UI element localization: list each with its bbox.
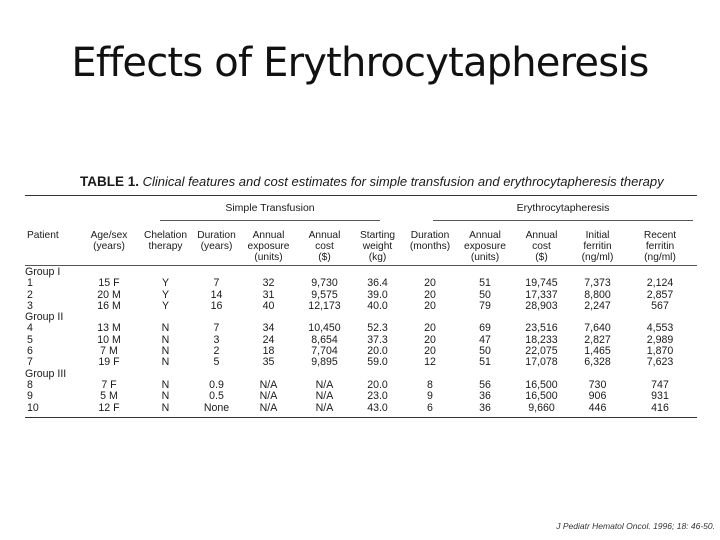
table-row (25, 278, 697, 289)
table-cell: Y (161, 299, 170, 312)
column-header-line: Starting (359, 230, 396, 241)
table-cell: 37.3 (367, 333, 388, 346)
table-cell: 7 (213, 277, 220, 290)
table-cell: 20.0 (367, 345, 388, 358)
column-header-line: ($) (535, 252, 548, 263)
group-header-simple-transfusion: Simple Transfusion (160, 196, 380, 221)
table-cell: 51 (479, 356, 491, 369)
table-cell: N/A (315, 378, 334, 391)
column-header-line: (months) (409, 241, 451, 252)
table-cell: 12 (424, 356, 436, 369)
table-cell: 34 (262, 322, 275, 335)
table-cell: 20 (424, 322, 436, 335)
table-cell: 7,640 (584, 322, 611, 335)
table-cell: 1,465 (584, 345, 611, 358)
table-cell: 36.4 (367, 277, 388, 290)
table-cell: 39.0 (367, 288, 388, 301)
column-header-line: Duration (410, 230, 450, 241)
table-cell: 18 (262, 345, 275, 358)
table-caption (25, 172, 697, 192)
table-cell: None (203, 401, 230, 414)
table-cell: 47 (479, 333, 491, 346)
table-cell: 730 (588, 378, 607, 391)
table-cell: 5 (27, 333, 33, 346)
column-header (625, 230, 695, 263)
table-cell: 747 (651, 378, 669, 391)
column-header-line: Initial (585, 230, 610, 241)
column-header-line: Patient (27, 230, 59, 241)
table-cell: 20 (424, 333, 436, 346)
table-cell: 7 M (100, 345, 118, 358)
column-header-line: Annual (525, 230, 558, 241)
group-header-erythrocytapheresis: Erythrocytapheresis (433, 196, 693, 221)
table-cell: 17,078 (525, 356, 558, 369)
column-header-line: cost (315, 241, 334, 252)
table-cell: 59.0 (367, 356, 388, 369)
table-cell: 2,247 (584, 299, 611, 312)
column-header-line: (units) (470, 252, 500, 263)
table-cell: 9,575 (311, 288, 338, 301)
table-cell: 1 (27, 277, 33, 290)
table-cell: 15 F (98, 277, 120, 290)
table-cell: N/A (315, 401, 334, 414)
column-header-line: (ng/ml) (581, 252, 614, 263)
column-header (138, 230, 193, 252)
column-header (240, 230, 297, 263)
table-cell: 23.0 (367, 390, 388, 403)
table-cell: 446 (588, 401, 607, 414)
column-header-line: Annual (469, 230, 501, 241)
column-header (352, 230, 403, 263)
table-cell: 20 (424, 345, 436, 358)
table-row (25, 301, 697, 312)
column-header-line: therapy (148, 241, 183, 252)
table-cell: 9,660 (528, 401, 555, 414)
table-cell: 8 (427, 378, 433, 391)
table-cell: 6 (427, 401, 433, 414)
table-cell: 20 (424, 288, 436, 301)
table-cell: 7 (27, 356, 33, 369)
column-header-line: (units) (254, 252, 283, 263)
slide-title: Effects of Erythrocytapheresis (71, 40, 649, 86)
table-cell: 10,450 (308, 322, 341, 335)
table-cell: N (161, 356, 170, 369)
table-cell: 10 M (97, 333, 121, 346)
table-cell: Y (161, 288, 170, 301)
table-cell: 40.0 (367, 299, 388, 312)
citation: J Pediatr Hematol Oncol. 1996; 18: 46-50. (556, 521, 715, 531)
column-header (513, 230, 570, 263)
table-cell: 23,516 (525, 322, 558, 335)
table-cell: 43.0 (367, 401, 388, 414)
table-cell: N (161, 345, 170, 358)
table-cell: 7,623 (646, 356, 674, 369)
table-cell: N/A (259, 401, 278, 414)
table-cell: 16,500 (525, 390, 558, 403)
table-cell: 7 F (101, 378, 117, 391)
table-header-row (25, 221, 697, 266)
table-cell: 2,857 (646, 288, 674, 301)
table-cell: 9 (427, 390, 433, 403)
column-header (457, 230, 513, 263)
table-cell: 24 (262, 333, 275, 346)
table-cell: 16 (210, 299, 223, 312)
table-cell: 4 (27, 322, 33, 335)
table-cell: 19 F (98, 356, 120, 369)
table-cell: 2 (27, 288, 33, 301)
table-cell: 79 (479, 299, 491, 312)
column-header-line: (years) (200, 241, 233, 252)
table-cell: 19,745 (525, 277, 558, 290)
column-header (80, 230, 138, 252)
table-cell: 20 (424, 277, 436, 290)
table-cell: 56 (479, 378, 491, 391)
table-cell: 6 (27, 345, 33, 358)
group-label: Group II (25, 311, 64, 324)
table-cell: 0.9 (209, 378, 224, 391)
column-header-line: Duration (197, 230, 236, 241)
table-cell: 36 (479, 390, 491, 403)
table-cell: 5 M (100, 390, 118, 403)
table-cell: N/A (259, 390, 278, 403)
table-cell: N (161, 390, 170, 403)
table-cell: 0.5 (209, 390, 224, 403)
table-cell: 7,704 (311, 345, 338, 358)
table-cell: 20 M (97, 288, 121, 301)
column-header-line: exposure (247, 241, 290, 252)
table-cell: 8,800 (584, 288, 611, 301)
table-cell: 567 (651, 299, 669, 312)
column-header-line: exposure (464, 241, 506, 252)
table-cell: 2,124 (646, 277, 674, 290)
table-cell: 9,895 (311, 356, 338, 369)
table-cell: 13 M (97, 322, 121, 335)
table-cell: 2,827 (584, 333, 611, 346)
table-row (25, 357, 697, 368)
column-header-line: Recent (643, 230, 677, 241)
table-cell: 12 F (98, 401, 120, 414)
table-cell: 7 (213, 322, 220, 335)
table-cell: 20 (424, 299, 436, 312)
table-cell: 16 M (97, 299, 121, 312)
table-cell: 3 (27, 299, 33, 312)
table-cell: 40 (262, 299, 275, 312)
table-cell: 5 (213, 356, 220, 369)
column-header-line: Annual (308, 230, 341, 241)
group-label: Group III (25, 367, 67, 380)
column-header-line: (ng/ml) (644, 252, 676, 263)
table-cell: 1,870 (646, 345, 674, 358)
column-header-line: Annual (252, 230, 285, 241)
column-header-line: Chelation (143, 230, 188, 241)
table-cell: 10 (27, 401, 39, 414)
table-caption-text: Clinical features and cost estimates for simple transfusion and erythrocytapheresis therapy (142, 174, 664, 189)
table-cell: 32 (262, 277, 275, 290)
table-cell: 8 (27, 378, 33, 391)
table-cell: 20.0 (367, 378, 388, 391)
column-header-line: ($) (318, 252, 331, 263)
table-cell: 416 (651, 401, 669, 414)
table-cell: 906 (588, 390, 607, 403)
column-header-line: cost (532, 241, 551, 252)
table-cell: 7,373 (584, 277, 611, 290)
table-cell: 18,233 (525, 333, 558, 346)
table-row (25, 403, 697, 414)
table-cell: 28,903 (525, 299, 558, 312)
table-cell: 9 (27, 390, 33, 403)
column-header-line: weight (362, 241, 393, 252)
column-group-headers (25, 196, 697, 221)
table-cell: N (161, 378, 170, 391)
table-cell: N (161, 333, 170, 346)
table-cell: 12,173 (308, 299, 341, 312)
group-label: Group I (25, 266, 61, 278)
table-cell: 50 (479, 345, 491, 358)
column-header-line: (years) (93, 241, 125, 252)
table-cell: N/A (259, 378, 278, 391)
table-cell: 16,500 (525, 378, 558, 391)
column-header (27, 230, 82, 241)
table-cell: N (161, 401, 170, 414)
table-cell: 8,654 (311, 333, 338, 346)
column-header (297, 230, 352, 263)
table-cell: 931 (651, 390, 669, 403)
table-cell: 9,730 (311, 277, 338, 290)
table-cell: 35 (262, 356, 275, 369)
table-cell: Y (161, 277, 170, 290)
table-cell: 22,075 (525, 345, 558, 358)
table-cell: 36 (479, 401, 491, 414)
table-label: TABLE 1. (80, 174, 140, 189)
table-cell: 6,328 (584, 356, 611, 369)
table-cell: 17,337 (525, 288, 558, 301)
column-header-line: (kg) (368, 252, 387, 263)
table-cell: 14 (210, 288, 223, 301)
table-cell: 2,989 (646, 333, 674, 346)
table-cell: N/A (315, 390, 334, 403)
column-header-line: Age/sex (90, 230, 128, 241)
column-header (193, 230, 240, 252)
table-cell: 3 (213, 333, 220, 346)
table-cell: 2 (213, 345, 220, 358)
table-row (25, 391, 697, 402)
column-header-line: ferritin (583, 241, 612, 252)
table-body (25, 266, 697, 417)
table-cell: 31 (262, 288, 275, 301)
table-bottom-rule (25, 417, 697, 418)
table-cell: N (161, 322, 170, 335)
table-cell: 69 (479, 322, 491, 335)
table-cell: 51 (479, 277, 491, 290)
column-header-line: ferritin (645, 241, 675, 252)
table-cell: 4,553 (646, 322, 674, 335)
table-figure (25, 172, 697, 418)
column-header (403, 230, 457, 252)
table-cell: 52.3 (367, 322, 388, 335)
table-cell: 50 (479, 288, 491, 301)
column-header (570, 230, 625, 263)
